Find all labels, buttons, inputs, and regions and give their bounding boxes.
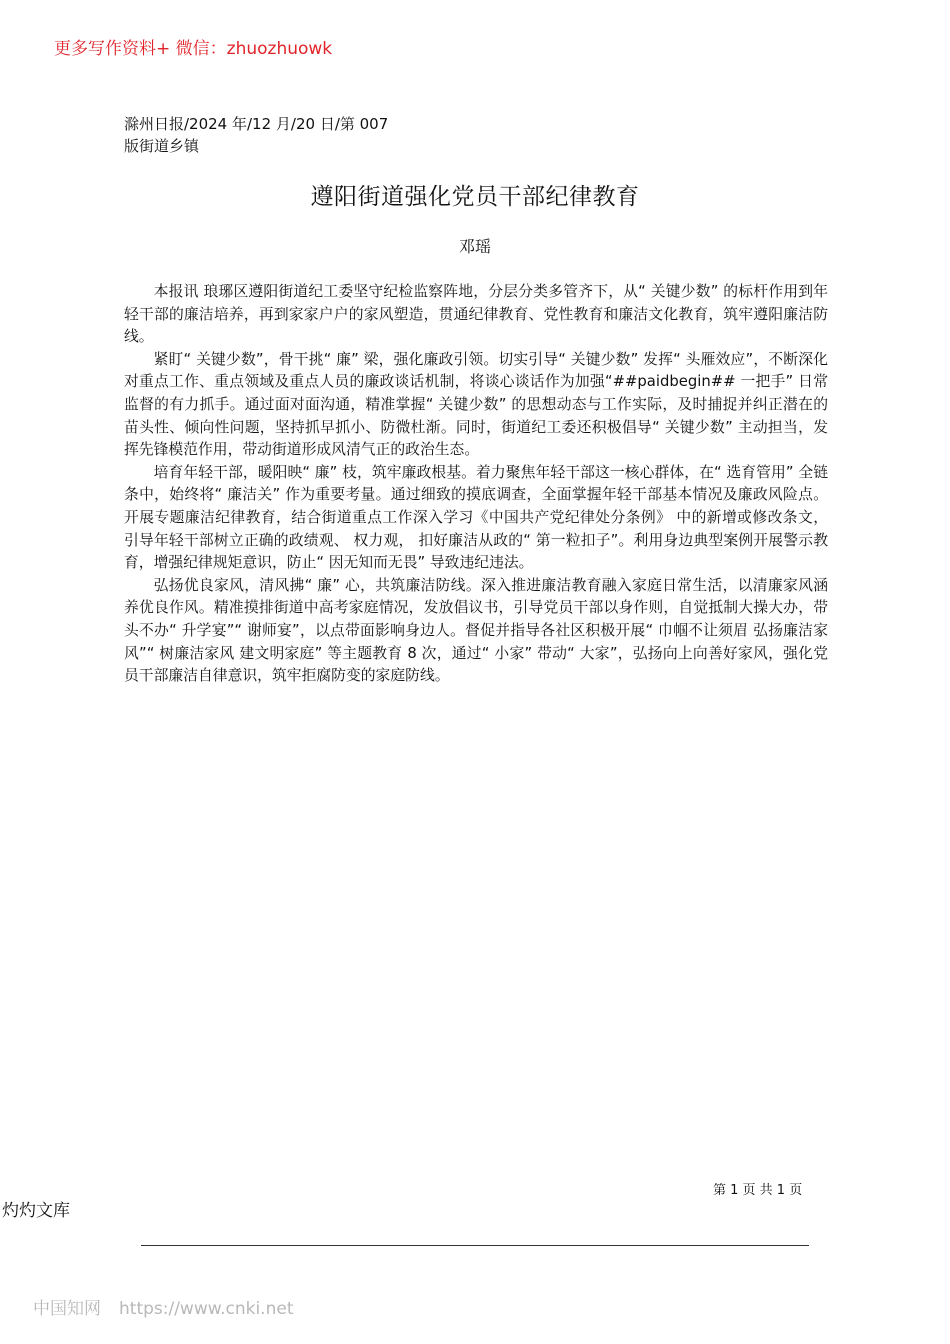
paragraph-4: 弘扬优良家风，清风拂“ 廉” 心，共筑廉洁防线。深入推进廉洁教育融入家庭日常生活，以清廉家风涵养优良作风。精准摸排街道中高考家庭情况，发放倡议书，引导党员干部以身作则，自觉抵制大操大办，带头不办“ 升学宴”“ 谢师宴”，以点带面影响身边人。督促并指导各社区积极开展“ 巾帼不让须眉 弘扬廉洁家风”“ 树廉洁家风 建文明家庭” 等主题教育 8 次，通过“ 小家” 带动“ 大家”，弘扬向上向善好家风，强化党员干部廉洁自律意识，筑牢拒腐防变的家庭防线。	[124, 576, 828, 685]
source-info	[124, 113, 388, 157]
paragraph-3: 培育年轻干部，暖阳映“ 廉” 枝，筑牢廉政根基。着力聚焦年轻干部这一核心群体，在“ 选育管用” 全链条中，始终将“ 廉洁关” 作为重要考量。通过细致的摸底调查，全面掌握年轻干部基本情况及廉政风险点。开展专题廉洁纪律教育，结合街道重点工作深入学习《中国共产党纪律处分条例》 中的新增或修改条文， 引导年轻干部树立正确的政绩观、 权力观， 扣好廉洁从政的“ 第一粒扣子”。利用身边典型案例开展警示教育，增强纪律规矩意识，防止“ 因无知而无畏” 导致违纪违法。	[124, 463, 828, 572]
cnki-watermark	[33, 1294, 293, 1319]
page-indicator: 第 1 页 共 1 页	[713, 1183, 803, 1198]
watermark-url: https://www.cnki.net	[119, 1299, 294, 1319]
footer-brand: 灼灼文库	[2, 1201, 70, 1221]
watermark-name: 中国知网	[33, 1299, 101, 1319]
source-line-2: 版街道乡镇	[124, 137, 200, 155]
footer-divider	[141, 1245, 809, 1246]
article-body	[124, 281, 828, 688]
paragraph-1: 本报讯 琅琊区遵阳街道纪工委坚守纪检监察阵地，分层分类多管齐下，从“ 关键少数” 的标杆作用到年轻干部的廉洁培养，再到家家户户的家风塑造，贯通纪律教育、党性教育和廉洁文化教育，筑牢遵阳廉洁防线。	[124, 283, 828, 346]
article-author: 邓瑶	[458, 237, 491, 256]
article-title: 遵阳街道强化党员干部纪律教育	[310, 184, 640, 210]
promo-banner: 更多写作资料+ 微信：zhuozhuowk	[54, 39, 333, 59]
source-line-1: 滁州日报/2024 年/12 月/20 日/第 007	[124, 115, 389, 133]
paragraph-2: 紧盯“ 关键少数”，骨干挑“ 廉” 梁，强化廉政引领。切实引导“ 关键少数” 发挥“ 头雁效应”，不断深化对重点工作、重点领域及重点人员的廉政谈话机制，将谈心谈话作为加强“##paidbegin## 一把手” 日常监督的有力抓手。通过面对面沟通，精准掌握“ 关键少数” 的思想动态与工作实际，及时捕捉并纠正潜在的苗头性、倾向性问题，坚持抓早抓小、防微杜渐。同时，街道纪工委还积极倡导“ 关键少数” 主动担当，发挥先锋模范作用，带动街道形成风清气正的政治生态。	[124, 350, 828, 459]
